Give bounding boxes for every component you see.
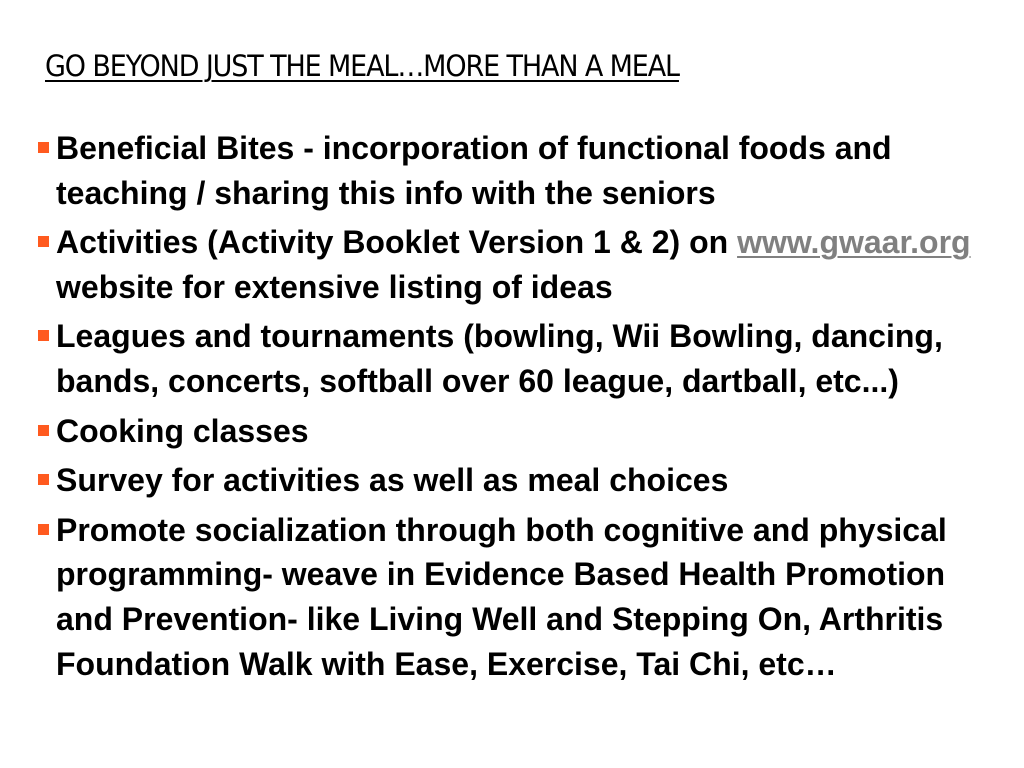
bullet-text: Promote socialization through both cognitive and physical programming- weave in Evidence Based Health Promotion and Prevention- like Living Well and Stepping On, Arthritis Foundation Walk with Ease, Exercise, Tai Chi, etc… xyxy=(56,511,947,682)
bullet-item-cooking-classes xyxy=(36,409,996,454)
bullet-item-socialization xyxy=(36,508,996,686)
bullet-item-leagues xyxy=(36,314,996,403)
bullet-text: Leagues and tournaments (bowling, Wii Bowling, dancing, bands, concerts, softball over 60 league, dartball, etc...) xyxy=(56,318,943,399)
square-bullet-icon xyxy=(38,330,49,341)
bullet-text: Survey for activities as well as meal choices xyxy=(56,462,729,499)
square-bullet-icon xyxy=(38,236,49,247)
bullet-text-before-link: Activities (Activity Booklet Version 1 & 2) on xyxy=(56,224,738,261)
bullet-item-beneficial-bites xyxy=(36,126,996,215)
bullet-text: Cooking classes xyxy=(56,412,309,449)
square-bullet-icon xyxy=(38,142,49,153)
bullet-item-survey xyxy=(36,458,996,503)
square-bullet-icon xyxy=(38,425,49,436)
bullet-list xyxy=(36,126,996,686)
gwaar-website-link[interactable]: www.gwaar.org xyxy=(737,224,971,261)
square-bullet-icon xyxy=(38,524,49,535)
bullet-item-activities xyxy=(36,220,996,309)
slide-title: GO BEYOND JUST THE MEAL…MORE THAN A MEAL xyxy=(45,49,679,83)
bullet-text: Beneficial Bites - incorporation of functional foods and teaching / sharing this info with the seniors xyxy=(56,130,892,211)
bullet-text-after-link: website for extensive listing of ideas xyxy=(56,268,613,305)
square-bullet-icon xyxy=(38,474,49,485)
